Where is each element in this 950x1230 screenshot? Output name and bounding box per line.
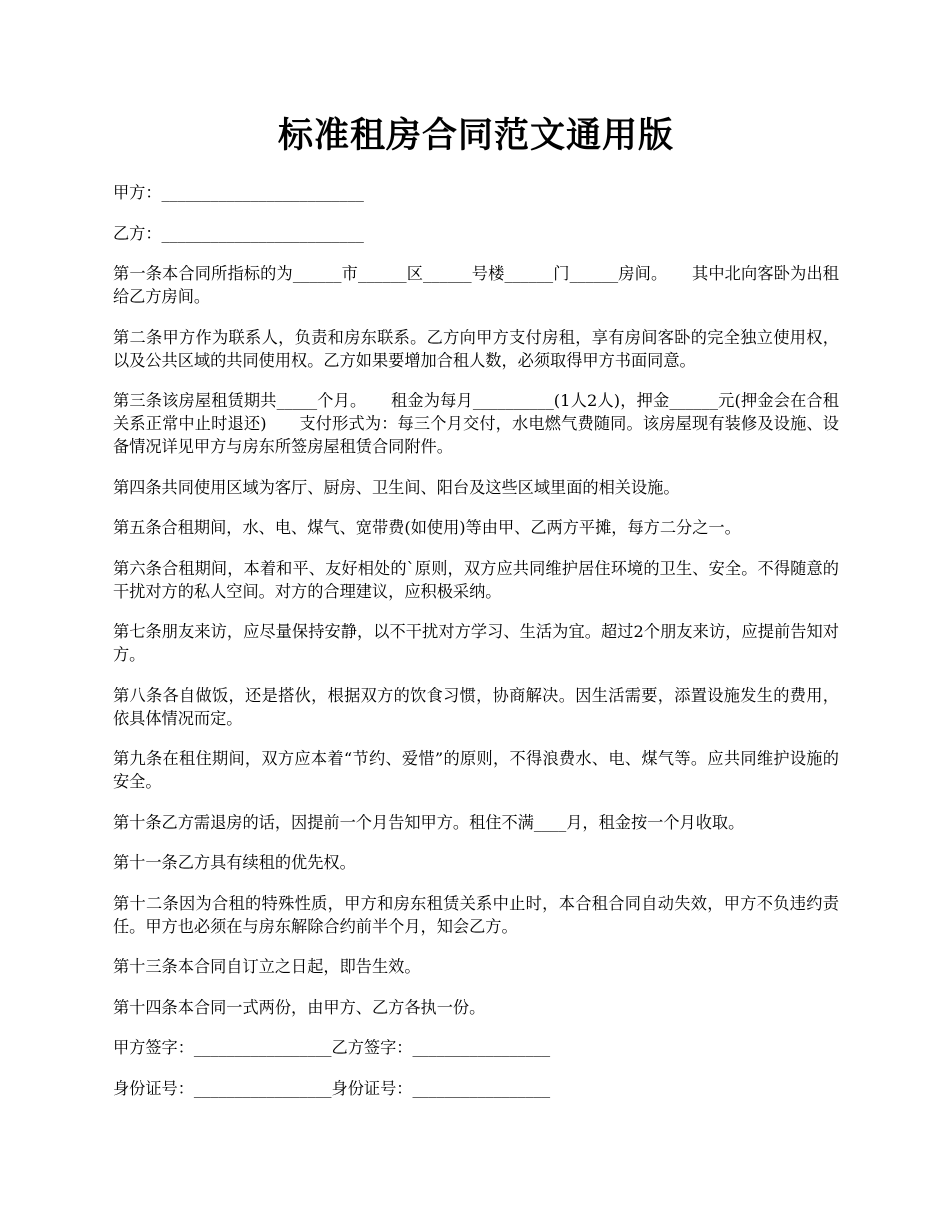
signature-line: 甲方签字：_________________乙方签字：_________________ xyxy=(113,1038,551,1057)
clause-7: 第七条朋友来访，应尽量保持安静，以不干扰对方学习、生活为宜。超过2个朋友来访，应提前告知对方。 xyxy=(113,622,839,664)
clause-1: 第一条本合同所指标的为______市______区______号楼______门______房间。 其中北向客卧为出租给乙方房间。 xyxy=(113,264,839,306)
clause-3: 第三条该房屋租赁期共_____个月。 租金为每月__________(1人2人)，押金______元(押金会在合租关系正常中止时退还) 支付形式为：每三个月交付，水电燃气费随同。该房屋现有装修及设施、设备情况详见甲方与房东所签房屋租赁合同附件。 xyxy=(113,391,839,456)
clause-13: 第十三条本合同自订立之日起，即告生效。 xyxy=(113,957,421,976)
clause-2: 第二条甲方作为联系人，负责和房东联系。乙方向甲方支付房租，享有房间客卧的完全独立使用权，以及公共区域的共同使用权。乙方如果要增加合租人数，必须取得甲方书面同意。 xyxy=(113,327,839,370)
clause-11: 第十一条乙方具有续租的优先权。 xyxy=(113,853,356,872)
clause-14: 第十四条本合同一式两份，由甲方、乙方各执一份。 xyxy=(113,997,486,1017)
clause-10: 第十条乙方需退房的话，因提前一个月告知甲方。租住不满____月，租金按一个月收取。 xyxy=(113,812,745,832)
party-b-line: 乙方：_________________________ xyxy=(113,223,364,243)
clause-5: 第五条合租期间，水、电、煤气、宽带费(如使用)等由甲、乙两方平摊，每方二分之一。 xyxy=(113,518,741,537)
clause-4: 第四条共同使用区域为客厅、厨房、卫生间、阳台及这些区域里面的相关设施。 xyxy=(113,477,680,497)
document-page xyxy=(113,112,839,1117)
page-title: 标准租房合同范文通用版 xyxy=(277,115,674,156)
clause-6: 第六条合租期间，本着和平、友好相处的`原则，双方应共同维护居住环境的卫生、安全。不得随意的干扰对方的私人空间。对方的合理建议，应积极采纳。 xyxy=(113,558,839,601)
clause-8: 第八条各自做饭，还是搭伙，根据双方的饮食习惯，协商解决。因生活需要，添置设施发生的费用，依具体情况而定。 xyxy=(113,685,839,728)
party-a-line: 甲方：_________________________ xyxy=(113,183,364,202)
clause-9: 第九条在租住期间，双方应本着“节约、爱惜”的原则，不得浪费水、电、煤气等。应共同维护设施的安全。 xyxy=(113,749,839,791)
id-number-line: 身份证号：_________________身份证号：_________________ xyxy=(113,1078,551,1098)
clause-12: 第十二条因为合租的特殊性质，甲方和房东租赁关系中止时，本合租合同自动失效，甲方不负违约责任。甲方也必须在与房东解除合约前半个月，知会乙方。 xyxy=(113,893,839,936)
